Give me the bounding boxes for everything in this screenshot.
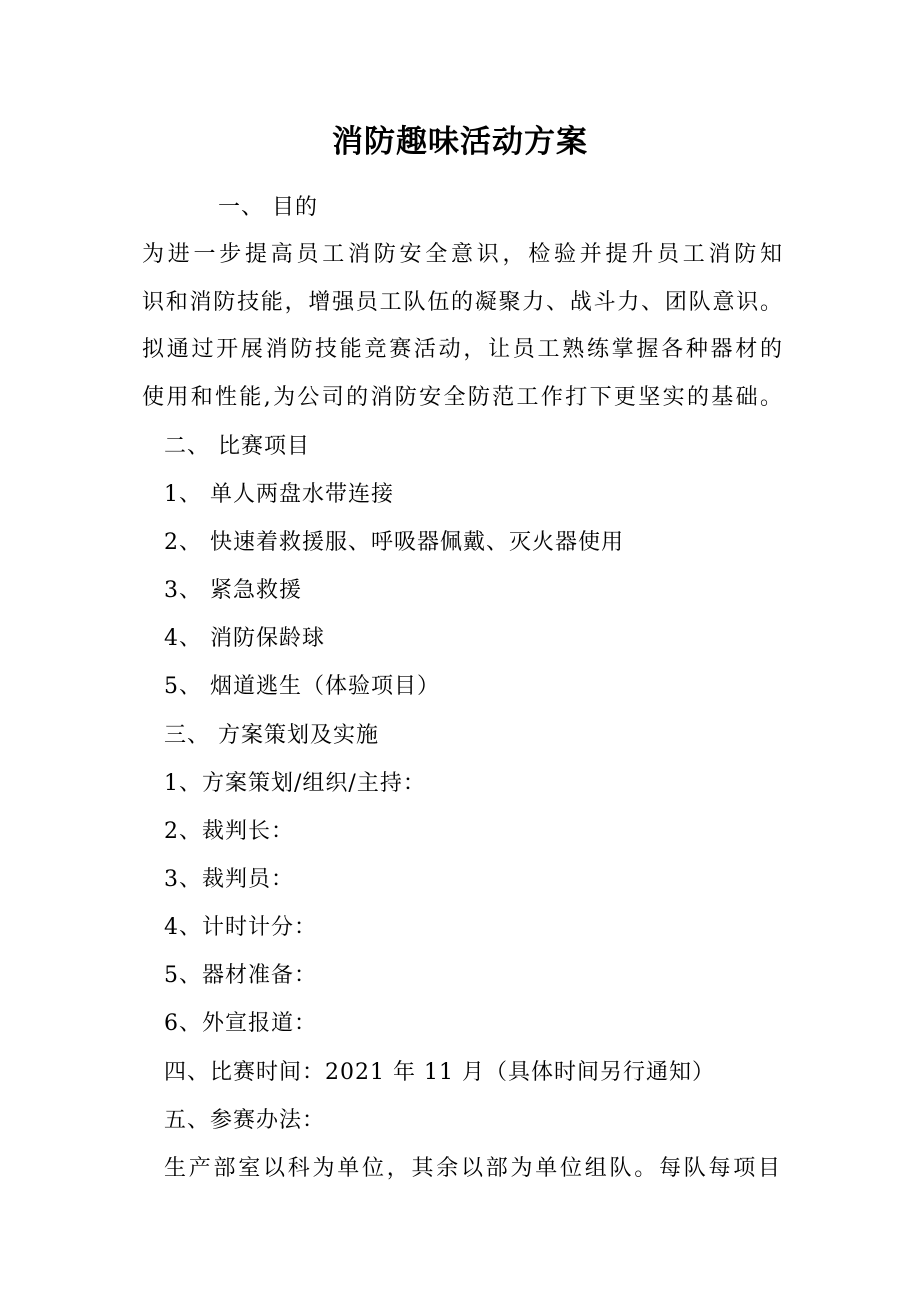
purpose-line-4: 使用和性能,为公司的消防安全防范工作打下更坚实的基础。 [142,385,782,410]
event-item-2: 2、 快速着救援服、呼吸器佩戴、灭火器使用 [164,530,624,555]
purpose-line-3: 拟通过开展消防技能竞赛活动，让员工熟练掌握各种器材的 [142,337,782,362]
event-item-4: 4、 消防保龄球 [164,626,325,651]
role-item-3: 3、裁判员： [164,867,294,892]
role-item-1: 1、方案策划/组织/主持： [164,771,426,796]
role-item-5: 5、器材准备： [164,963,317,988]
event-item-3: 3、 紧急救援 [164,578,302,603]
purpose-line-2: 识和消防技能，增强员工队伍的凝聚力、战斗力、团队意识。 [142,290,782,315]
purpose-line-1: 为进一步提高员工消防安全意识，检验并提升员工消防知 [142,242,782,267]
section-heading-planning: 三、 方案策划及实施 [164,723,379,748]
role-item-4: 4、计时计分： [164,915,317,940]
section-competition-time: 四、比赛时间：2021 年 11 月（具体时间另行通知） [164,1060,715,1085]
section-heading-participation: 五、参赛办法： [164,1108,326,1133]
document-title: 消防趣味活动方案 [332,124,588,160]
section-heading-events: 二、 比赛项目 [164,434,310,459]
role-item-6: 6、外宣报道： [164,1011,317,1036]
section-heading-purpose: 一、 目的 [218,195,318,220]
event-item-1: 1、 单人两盘水带连接 [164,482,394,507]
role-item-2: 2、裁判长： [164,819,294,844]
participation-line-1: 生产部室以科为单位，其余以部为单位组队。每队每项目 [164,1156,780,1181]
event-item-5: 5、 烟道逃生（体验项目） [164,674,440,699]
